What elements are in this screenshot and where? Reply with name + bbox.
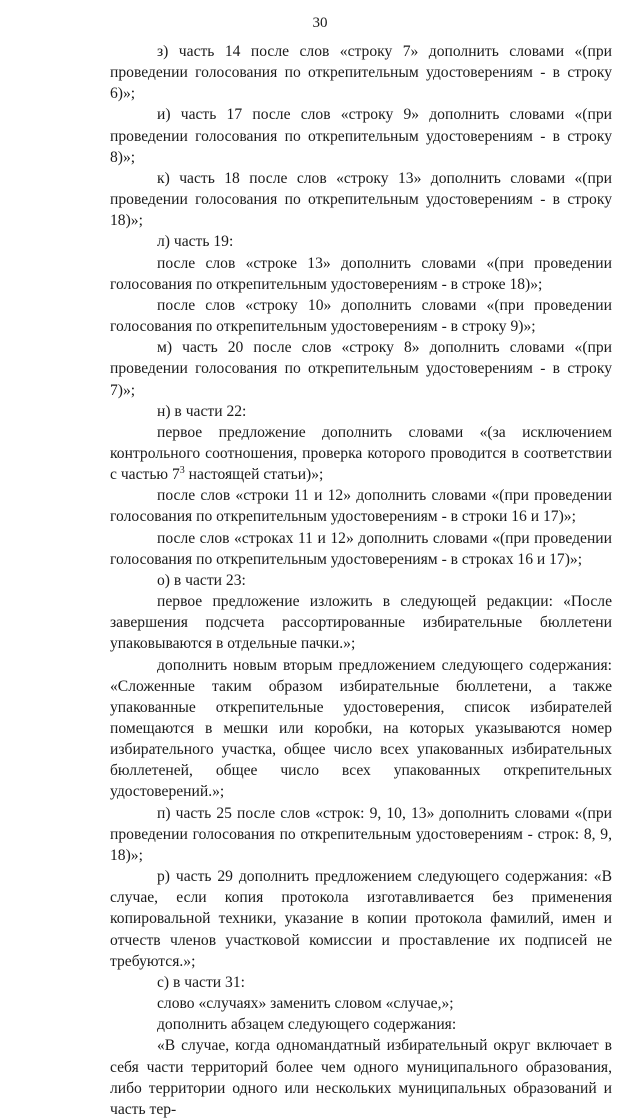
footnote-mark: 3 [179, 464, 185, 476]
paragraph: л) часть 19: [157, 233, 234, 251]
paragraph: о) в части 23: [157, 571, 246, 589]
paragraph: н) в части 22: [157, 402, 247, 420]
paragraph-text: первое предложение дополнить словами «(за исключением контрольного соотношения, проверка которого проводится в соответствии с частью 7 [110, 423, 612, 484]
paragraph: м) часть 20 после слов «строку 8» дополнить словами «(при проведении голосования по открепительным удостоверениям - в строку 7)»; [110, 339, 612, 399]
paragraph: п) часть 25 после слов «строк: 9, 10, 13» дополнить словами «(при проведении голосования по открепительным удостоверениям - строк: 8, 9, 18)»; [110, 804, 612, 864]
paragraph [110, 422, 612, 485]
paragraph: первое предложение изложить в следующей редакции: «После завершения подсчета рассортированные избирательные бюллетени упаковываются в отдельные пачки.»; [110, 593, 612, 653]
document-body [110, 41, 612, 1120]
paragraph: после слов «строке 13» дополнить словами «(при проведении голосования по открепительным удостоверениям - в строке 18)»; [110, 254, 612, 293]
paragraph: слово «случаях» заменить словом «случае,»; [157, 995, 454, 1013]
paragraph: з) часть 14 после слов «строку 7» дополнить словами «(при проведении голосования по открепительным удостоверениям - в строку 6)»; [110, 43, 612, 103]
paragraph: к) часть 18 после слов «строку 13» дополнить словами «(при проведении голосования по открепительным удостоверениям - в строку 18)»; [110, 169, 612, 230]
paragraph: после слов «строку 10» дополнить словами «(при проведении голосования по открепительным удостоверениям - в строку 9)»; [110, 296, 612, 336]
paragraph: «В случае, когда одномандатный избирательный округ включает в себя части территорий более чем одного муниципального образования, либо территории одного или нескольких муниципальных образований и часть тер- [110, 1037, 612, 1118]
page-number: 30 [312, 15, 328, 31]
paragraph-text-tail: настоящей статьи)»; [184, 466, 324, 484]
paragraph: после слов «строках 11 и 12» дополнить словами «(при проведении голосования по открепительным удостоверениям - в строках 16 и 17)»; [110, 529, 612, 568]
paragraph: с) в части 31: [157, 973, 245, 991]
paragraph: после слов «строки 11 и 12» дополнить словами «(при проведении голосования по открепительным удостоверениям - в строки 16 и 17)»; [110, 487, 612, 526]
paragraph: р) часть 29 дополнить предложением следующего содержания: «В случае, если копия протокола изготавливается без применения копировальной техники, указание в копии протокола фамилий, имен и отчеств членов участковой комиссии и проставление их подписей не требуются.»; [110, 868, 612, 970]
paragraph: и) часть 17 после слов «строку 9» дополнить словами «(при проведении голосования по открепительным удостоверениям - в строку 8)»; [110, 106, 612, 166]
paragraph: дополнить абзацем следующего содержания: [157, 1016, 457, 1034]
paragraph: дополнить новым вторым предложением следующего содержания: «Сложенные таким образом избирательные бюллетени, а также упакованные открепительные удостоверения, список избирателей помещаются в мешки или коробки, на которых указываются номер избирательного участка, общее число всех упакованных избирательных бюллетеней, общее число всех упакованных открепительных удостоверений.»; [110, 656, 612, 801]
